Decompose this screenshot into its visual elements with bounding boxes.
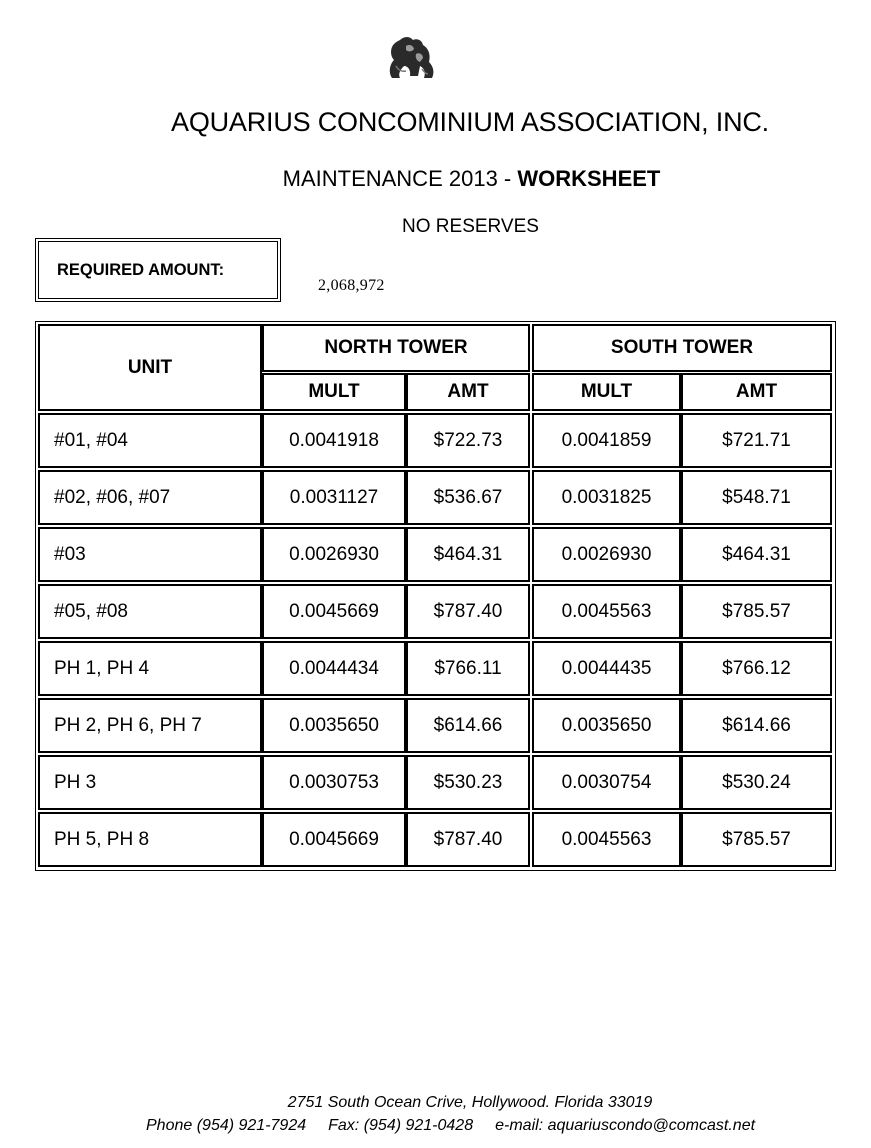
footer-contact bbox=[146, 1117, 777, 1135]
north-mult-cell: 0.0044434 bbox=[262, 641, 406, 696]
south-amt-cell: $785.57 bbox=[681, 812, 832, 867]
north-mult-cell: 0.0045669 bbox=[262, 812, 406, 867]
north-mult-cell: 0.0026930 bbox=[262, 527, 406, 582]
north-mult-cell: 0.0031127 bbox=[262, 470, 406, 525]
unit-cell: PH 5, PH 8 bbox=[38, 812, 262, 867]
south-amt-cell: $614.66 bbox=[681, 698, 832, 753]
footer-phone: Phone (954) 921-7924 bbox=[146, 1117, 307, 1134]
footer-address: 2751 South Ocean Crive, Hollywood. Florida 33019 bbox=[287, 1094, 653, 1111]
unit-cell: #02, #06, #07 bbox=[38, 470, 262, 525]
south-mult-cell: 0.0044435 bbox=[532, 641, 681, 696]
south-mult-cell: 0.0045563 bbox=[532, 584, 681, 639]
required-amount-label: REQUIRED AMOUNT: bbox=[57, 260, 225, 279]
north-amt-cell: $614.66 bbox=[406, 698, 530, 753]
unit-cell: #05, #08 bbox=[38, 584, 262, 639]
unit-cell: #03 bbox=[38, 527, 262, 582]
subtitle-plain: MAINTENANCE 2013 - bbox=[282, 166, 518, 191]
south-amt-header: AMT bbox=[681, 373, 832, 411]
south-mult-cell: 0.0045563 bbox=[532, 812, 681, 867]
north-amt-cell: $530.23 bbox=[406, 755, 530, 810]
north-mult-cell: 0.0041918 bbox=[262, 413, 406, 468]
subtitle-bold: WORKSHEET bbox=[517, 166, 661, 191]
unit-cell: PH 1, PH 4 bbox=[38, 641, 262, 696]
footer-email: e-mail: aquariuscondo@comcast.net bbox=[495, 1117, 756, 1134]
unit-cell: PH 3 bbox=[38, 755, 262, 810]
footer-fax: Fax: (954) 921-0428 bbox=[328, 1117, 474, 1134]
required-amount-value: 2,068,972 bbox=[318, 277, 385, 294]
aquarius-figure-icon bbox=[386, 36, 436, 80]
south-tower-header: SOUTH TOWER bbox=[532, 324, 832, 372]
south-mult-cell: 0.0031825 bbox=[532, 470, 681, 525]
south-amt-cell: $766.12 bbox=[681, 641, 832, 696]
south-amt-cell: $530.24 bbox=[681, 755, 832, 810]
north-mult-header: MULT bbox=[262, 373, 406, 411]
north-amt-cell: $787.40 bbox=[406, 812, 530, 867]
south-amt-cell: $548.71 bbox=[681, 470, 832, 525]
unit-cell: #01, #04 bbox=[38, 413, 262, 468]
unit-header: UNIT bbox=[38, 324, 262, 411]
reserves-note: NO RESERVES bbox=[402, 216, 539, 237]
south-amt-cell: $464.31 bbox=[681, 527, 832, 582]
north-amt-header: AMT bbox=[406, 373, 530, 411]
north-tower-header: NORTH TOWER bbox=[262, 324, 530, 372]
north-mult-cell: 0.0045669 bbox=[262, 584, 406, 639]
south-mult-cell: 0.0030754 bbox=[532, 755, 681, 810]
north-mult-cell: 0.0035650 bbox=[262, 698, 406, 753]
worksheet-subtitle bbox=[0, 166, 871, 192]
north-amt-cell: $766.11 bbox=[406, 641, 530, 696]
required-amount-box bbox=[35, 238, 281, 302]
south-mult-cell: 0.0026930 bbox=[532, 527, 681, 582]
organization-title: AQUARIUS CONCOMINIUM ASSOCIATION, INC. bbox=[171, 107, 769, 137]
north-amt-cell: $722.73 bbox=[406, 413, 530, 468]
unit-cell: PH 2, PH 6, PH 7 bbox=[38, 698, 262, 753]
south-mult-cell: 0.0041859 bbox=[532, 413, 681, 468]
north-amt-cell: $536.67 bbox=[406, 470, 530, 525]
south-mult-header: MULT bbox=[532, 373, 681, 411]
north-amt-cell: $787.40 bbox=[406, 584, 530, 639]
north-amt-cell: $464.31 bbox=[406, 527, 530, 582]
north-mult-cell: 0.0030753 bbox=[262, 755, 406, 810]
south-amt-cell: $721.71 bbox=[681, 413, 832, 468]
south-mult-cell: 0.0035650 bbox=[532, 698, 681, 753]
south-amt-cell: $785.57 bbox=[681, 584, 832, 639]
